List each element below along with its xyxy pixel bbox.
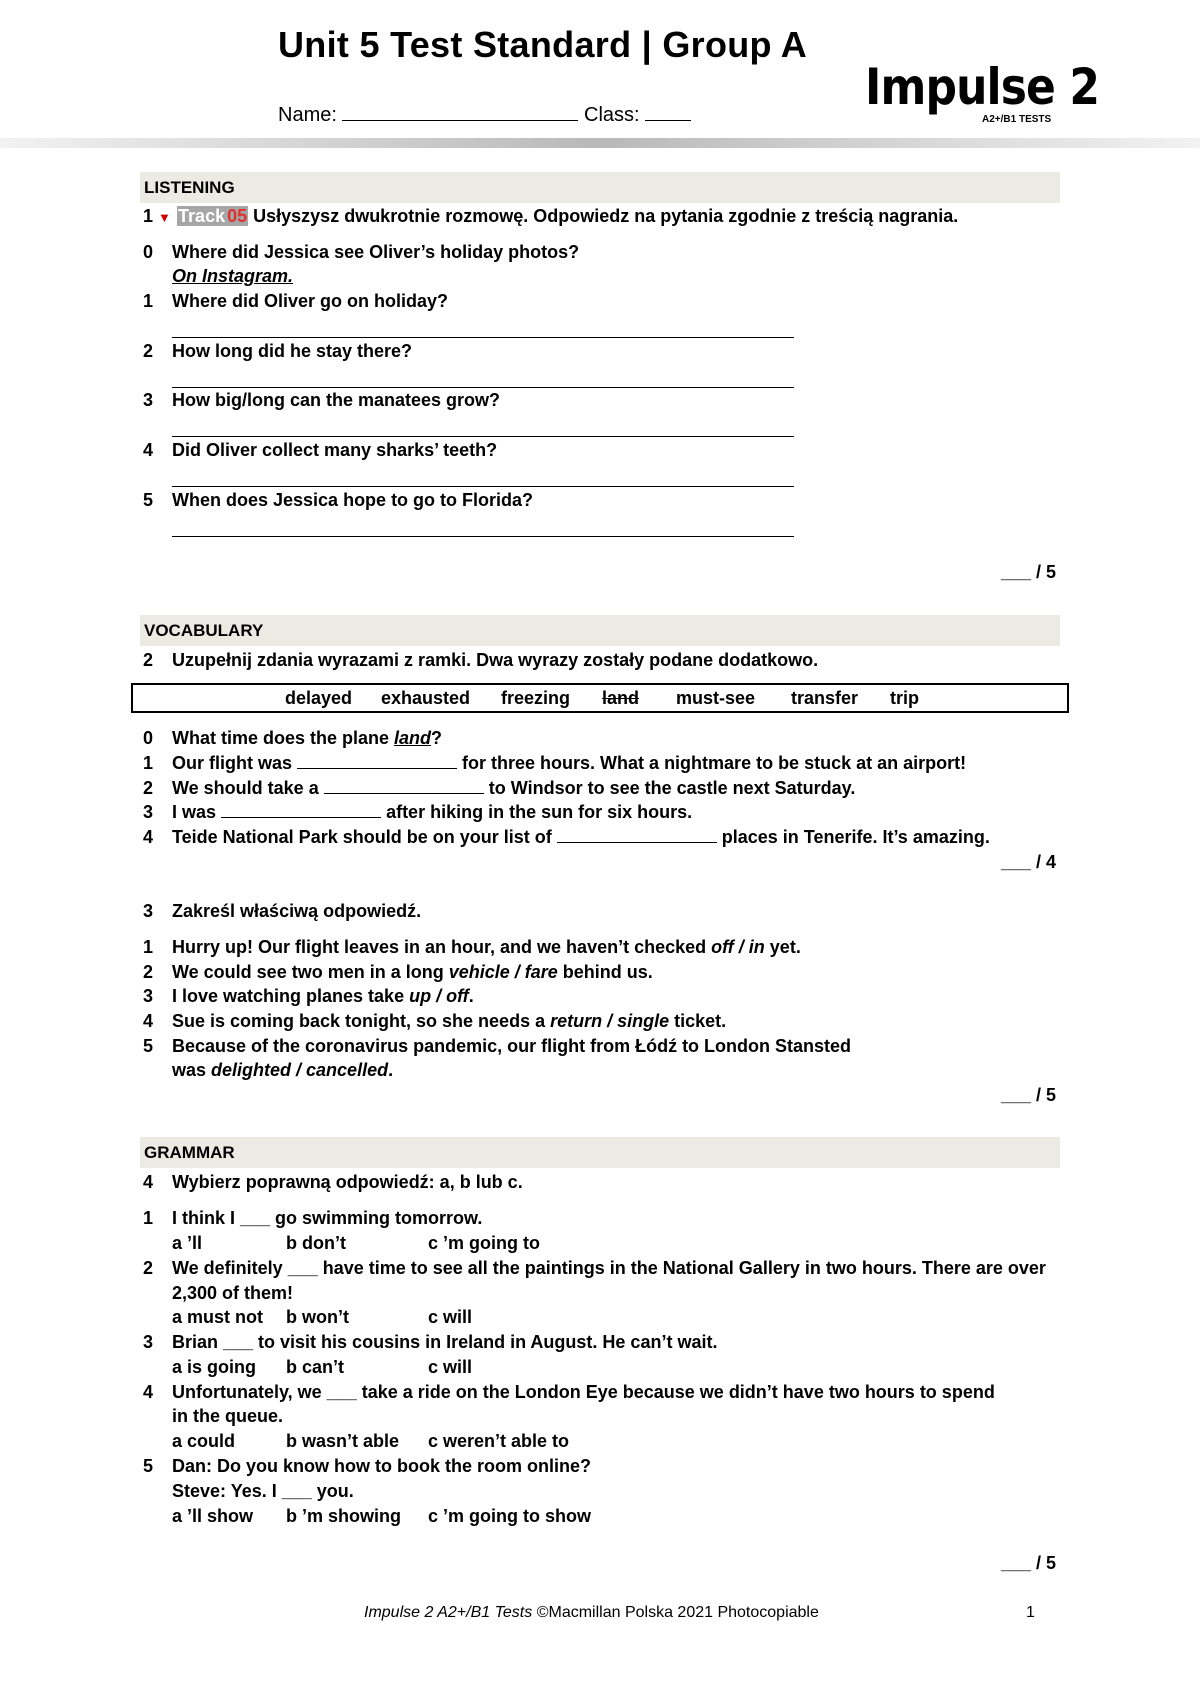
option-c[interactable]: c ’m going to: [428, 1233, 540, 1253]
sentence-start: We could see two men in a long: [172, 962, 449, 982]
sentence-end: to Windsor to see the castle next Saturday.: [488, 778, 856, 798]
sentence-end: behind us.: [557, 962, 653, 982]
listening-example-answer: On Instagram.: [172, 266, 294, 286]
sentence-start: We should take a: [172, 778, 319, 798]
task-4-instruction: Wybierz poprawną odpowiedź: a, b lub c.: [172, 1172, 523, 1192]
item-text-line2: 2,300 of them!: [172, 1283, 294, 1303]
option-c[interactable]: c weren’t able to: [428, 1431, 570, 1451]
question-text: When does Jessica hope to go to Florida?: [172, 490, 534, 510]
sentence-number: 4: [143, 827, 154, 847]
sentence-start: Teide National Park should be on your list of: [172, 827, 552, 847]
word-box: [131, 683, 1069, 713]
sentence-end: after hiking in the sun for six hours.: [386, 802, 693, 822]
question-text: How big/long can the manatees grow?: [172, 390, 501, 410]
sentence-end: places in Tenerife. It’s amazing.: [721, 827, 990, 847]
choice-sentence: [172, 962, 653, 983]
example-answer: land: [394, 728, 432, 748]
item-number: 2: [143, 1258, 154, 1278]
option-b[interactable]: b ’m showing: [286, 1506, 401, 1526]
sentence-number: 2: [143, 778, 154, 798]
sentence-start: Hurry up! Our flight leaves in an hour, and we haven’t checked: [172, 937, 712, 957]
section-heading-vocabulary: VOCABULARY: [140, 615, 1060, 646]
question-text: How long did he stay there?: [172, 341, 413, 361]
word-box-item: delayed: [285, 688, 353, 708]
sentence-start: I was: [172, 802, 217, 822]
question-number: 3: [143, 390, 154, 410]
question-number: 2: [143, 341, 154, 361]
gap-blank[interactable]: [324, 779, 484, 794]
sentence-end: ticket.: [669, 1011, 727, 1031]
task-3-number: 3: [143, 901, 154, 921]
item-text: Brian ___ to visit his cousins in Ireland in August. He can’t wait.: [172, 1332, 718, 1352]
example-sentence: [172, 728, 442, 749]
question-number: 1: [143, 291, 154, 311]
question-number: 4: [143, 440, 154, 460]
listening-example-number: 0: [143, 242, 154, 262]
page-title: Unit 5 Test Standard | Group A: [278, 24, 808, 65]
listening-example-question: Where did Jessica see Oliver’s holiday photos?: [172, 242, 580, 262]
option-a[interactable]: a ’ll show: [172, 1506, 254, 1526]
choice-options[interactable]: off / in: [711, 937, 765, 957]
sentence-number: 1: [143, 937, 154, 957]
footer-copyright: ©Macmillan Polska 2021 Photocopiable: [532, 1604, 819, 1621]
answer-line[interactable]: [172, 486, 794, 487]
word-box-item: trip: [890, 688, 919, 708]
item-number: 5: [143, 1456, 154, 1476]
choice-options[interactable]: vehicle / fare: [448, 962, 558, 982]
score-box[interactable]: ___ / 4: [1001, 852, 1057, 872]
sentence-number: 3: [143, 802, 154, 822]
gap-blank[interactable]: [221, 803, 381, 818]
option-b[interactable]: b don’t: [286, 1233, 346, 1253]
answer-line[interactable]: [172, 436, 794, 437]
score-box[interactable]: ___ / 5: [1001, 1553, 1057, 1573]
sentence-start: Our flight was: [172, 753, 293, 773]
example-number: 0: [143, 728, 154, 748]
graduation-cap-icon: ▼: [158, 210, 171, 225]
word-box-item: must-see: [676, 688, 756, 708]
sentence-end: .: [468, 986, 474, 1006]
question-text: Where did Oliver go on holiday?: [172, 291, 449, 311]
option-a[interactable]: a must not: [172, 1307, 264, 1327]
gap-fill-sentence: [172, 778, 855, 799]
option-c[interactable]: c will: [428, 1307, 473, 1327]
choice-sentence: [172, 986, 474, 1007]
word-box-item: transfer: [791, 688, 859, 708]
word-box-item-used: land: [602, 688, 640, 708]
gap-fill-sentence: [172, 753, 966, 774]
question-text: Did Oliver collect many sharks’ teeth?: [172, 440, 498, 460]
section-heading-listening: LISTENING: [140, 172, 1060, 203]
name-label: Name:: [278, 104, 337, 126]
choice-sentence-line2: [172, 1060, 393, 1081]
item-number: 1: [143, 1208, 154, 1228]
option-c[interactable]: c will: [428, 1357, 473, 1377]
instruction-text: Usłyszysz dwukrotnie rozmowę. Odpowiedz na pytania zgodnie z treścią nagrania.: [253, 206, 959, 226]
choice-sentence: [172, 937, 801, 958]
gap-blank[interactable]: [557, 828, 717, 843]
footer-book-title: Impulse 2 A2+/B1 Tests: [364, 1604, 533, 1621]
choice-sentence: [172, 1011, 726, 1032]
gap-fill-sentence: [172, 827, 990, 848]
sentence-end: yet.: [764, 937, 801, 957]
choice-options[interactable]: delighted / cancelled: [211, 1060, 389, 1080]
sentence-start: was: [172, 1060, 212, 1080]
item-text: Dan: Do you know how to book the room online?: [172, 1456, 591, 1476]
sentence-number: 2: [143, 962, 154, 982]
question-number: 5: [143, 490, 154, 510]
task-2-number: 2: [143, 650, 154, 670]
option-b[interactable]: b won’t: [286, 1307, 349, 1327]
track-number[interactable]: 05: [227, 206, 248, 226]
sentence-number: 3: [143, 986, 154, 1006]
task-number: 1: [143, 206, 154, 226]
task-2-instruction: Uzupełnij zdania wyrazami z ramki. Dwa wyrazy zostały podane dodatkowo.: [172, 650, 819, 670]
header-divider: [0, 138, 1200, 148]
item-text-line2: Steve: Yes. I ___ you.: [172, 1481, 354, 1501]
example-text-end: ?: [431, 728, 443, 748]
sentence-start: I love watching planes take: [172, 986, 410, 1006]
name-field[interactable]: [342, 106, 578, 121]
word-box-item: exhausted: [381, 688, 471, 708]
option-b[interactable]: b wasn’t able: [286, 1431, 400, 1451]
sentence-start: Sue is coming back tonight, so she needs a: [172, 1011, 551, 1031]
option-b[interactable]: b can’t: [286, 1357, 345, 1377]
word-box-item: freezing: [501, 688, 571, 708]
option-c[interactable]: c ’m going to show: [428, 1506, 591, 1526]
sentence-end: .: [388, 1060, 394, 1080]
choice-options[interactable]: return / single: [550, 1011, 670, 1031]
class-label: Class:: [584, 104, 640, 126]
sentence-number: 1: [143, 753, 154, 773]
item-text: I think I ___ go swimming tomorrow.: [172, 1208, 483, 1228]
option-a[interactable]: a is going: [172, 1357, 257, 1377]
choice-options[interactable]: up / off: [409, 986, 469, 1006]
answer-line[interactable]: [172, 337, 794, 338]
logo-subtitle: A2+/B1 TESTS: [982, 114, 1052, 125]
footer-text: [364, 1604, 819, 1622]
task-4-number: 4: [143, 1172, 154, 1192]
score-box[interactable]: ___ / 5: [1001, 1085, 1057, 1105]
section-heading-grammar: GRAMMAR: [140, 1137, 1060, 1168]
example-text: What time does the plane: [172, 728, 395, 748]
choice-sentence: Because of the coronavirus pandemic, our flight from Łódź to London Stansted: [172, 1036, 852, 1056]
sentence-end: for three hours. What a nightmare to be stuck at an airport!: [462, 753, 967, 773]
answer-line[interactable]: [172, 387, 794, 388]
sentence-number: 5: [143, 1036, 154, 1056]
item-number: 3: [143, 1332, 154, 1352]
class-field[interactable]: [645, 106, 691, 121]
task-3-instruction: Zakreśl właściwą odpowiedź.: [172, 901, 422, 921]
option-a[interactable]: a ’ll: [172, 1233, 203, 1253]
task-1-instruction: [143, 206, 958, 227]
page-number: 1: [1026, 1604, 1035, 1621]
item-text-line2: in the queue.: [172, 1406, 284, 1426]
answer-line[interactable]: [172, 536, 794, 537]
item-text: Unfortunately, we ___ take a ride on the London Eye because we didn’t have two hours to spend: [172, 1382, 995, 1402]
gap-blank[interactable]: [297, 754, 457, 769]
logo: Impulse 2: [865, 58, 1100, 116]
score-box[interactable]: ___ / 5: [1001, 562, 1057, 582]
gap-fill-sentence: [172, 802, 692, 823]
option-a[interactable]: a could: [172, 1431, 236, 1451]
item-text: We definitely ___ have time to see all the paintings in the National Gallery in two hours. There are over: [172, 1258, 1046, 1278]
sentence-number: 4: [143, 1011, 154, 1031]
item-number: 4: [143, 1382, 154, 1402]
track-label[interactable]: Track: [178, 206, 226, 226]
name-class-line: [278, 104, 691, 127]
